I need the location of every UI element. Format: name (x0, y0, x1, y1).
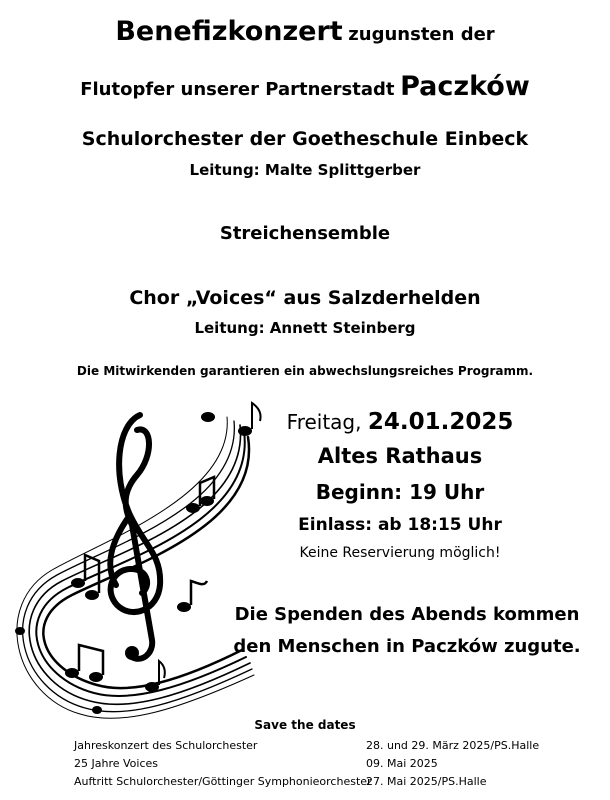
save-the-dates-title: Save the dates (254, 718, 356, 732)
donation-line-1: Die Spenden des Abends kommen (234, 604, 580, 625)
poster-title-line1 (0, 16, 610, 47)
save-date-when: 27. Mai 2025/PS.Halle (366, 775, 487, 788)
string-ensemble: Streichensemble (219, 223, 391, 244)
save-date-when: 28. und 29. März 2025/PS.Halle (366, 739, 540, 752)
orchestra-name: Schulorchester der Goetheschule Einbeck (81, 128, 529, 150)
orchestra-leader: Leitung: Malte Splittgerber (189, 161, 421, 179)
choir-leader: Leitung: Annett Steinberg (194, 319, 416, 337)
save-date-event: Jahreskonzert des Schulorchester (74, 739, 258, 752)
title-paczkow: Paczków (400, 71, 530, 102)
choir-name: Chor „Voices“ aus Salzderhelden (129, 287, 481, 309)
title-zugunsten: zugunsten der (348, 24, 495, 45)
event-date-value: 24.01.2025 (367, 409, 514, 435)
save-date-event: Auftritt Schulorchester/Göttinger Symphonieorchester (74, 775, 372, 788)
save-date-event: 25 Jahre Voices (74, 757, 158, 770)
title-flutopfer: Flutopfer unserer Partnerstadt (80, 79, 395, 100)
reservation-note: Keine Reservierung möglich! (299, 545, 501, 561)
event-venue: Altes Rathaus (317, 444, 483, 468)
poster-title-line2 (0, 71, 610, 102)
event-date (200, 409, 600, 435)
title-benefizkonzert: Benefizkonzert (115, 16, 343, 47)
donation-line-2: den Menschen in Paczków zugute. (233, 636, 581, 657)
program-note: Die Mitwirkenden garantieren ein abwechslungsreiches Programm. (76, 364, 534, 378)
event-start: Beginn: 19 Uhr (315, 480, 485, 504)
event-entry: Einlass: ab 18:15 Uhr (298, 515, 502, 535)
event-day: Freitag, (286, 410, 362, 434)
save-date-when: 09. Mai 2025 (366, 757, 438, 770)
